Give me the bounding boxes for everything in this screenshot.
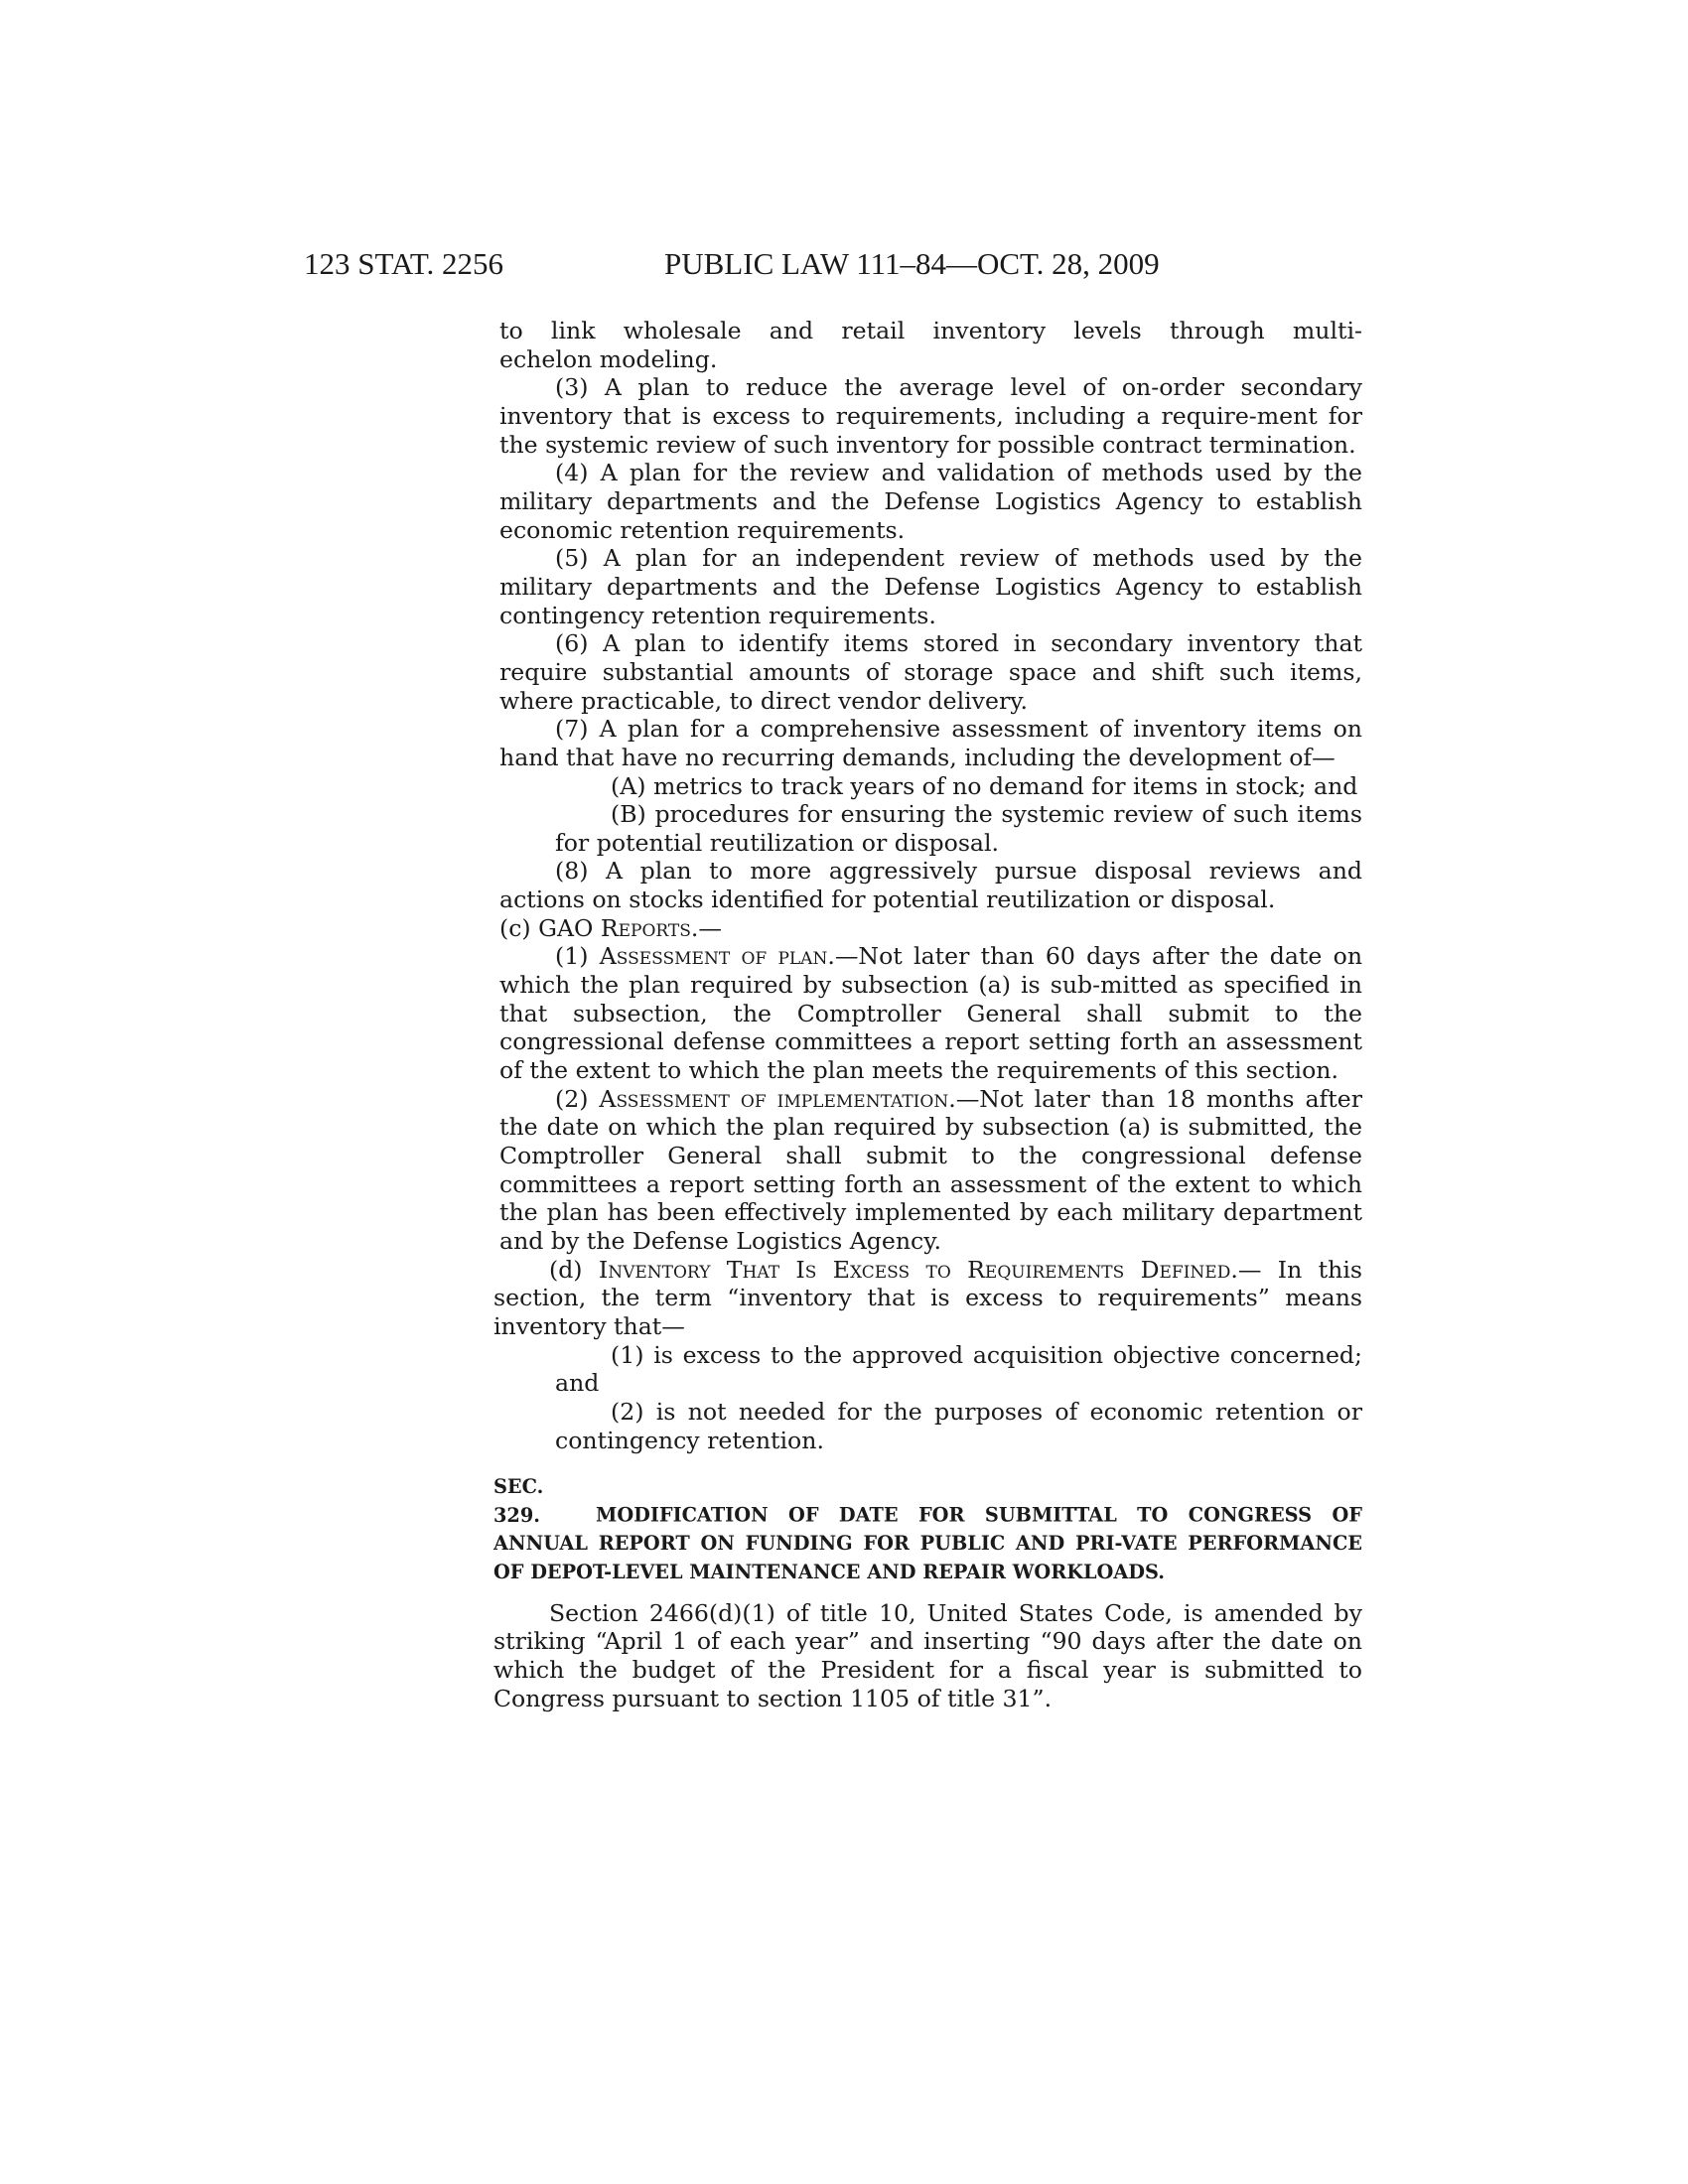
paragraph-continuation-line1: to link wholesale and retail inventory levels through multi- [499, 317, 1362, 344]
paragraph-c2: (2) Assessment of implementation.—Not later than 18 months after the date on which the plan required by subsection (a) is submitted, the Comptroller General shall submit to the congressional defense committees a report setting forth an assessment of the extent to which the plan has been effectively implemented by each military department and by the Defense Logistics Agency. [499, 1084, 1362, 1255]
page-stat-citation: 123 STAT. 2256 [304, 246, 504, 281]
document-body [493, 317, 1363, 1712]
subparagraph-7a: (A) metrics to track years of no demand for items in stock; and [611, 771, 1358, 800]
running-header-title: PUBLIC LAW 111–84—OCT. 28, 2009 [664, 246, 1160, 281]
section-title: MODIFICATION OF DATE FOR SUBMITTAL TO CONGRESS OF ANNUAL REPORT ON FUNDING FOR PUBLIC AND PRI-VATE PERFORMANCE OF DEPOT-LEVEL MAINTENANCE AND REPAIR WORKLOADS. [493, 1503, 1362, 1584]
paragraph-item-4: (4) A plan for the review and validation of methods used by the military departments and the Defense Logistics Agency to establish economic retention requirements. [499, 459, 1362, 544]
paragraph-item-6: (6) A plan to identify items stored in secondary inventory that require substantial amounts of storage space and shift such items, where practicable, to direct vendor delivery. [499, 629, 1362, 715]
paragraph-item-7: (7) A plan for a comprehensive assessment of inventory items on hand that have no recurring demands, including the development of— [499, 715, 1362, 771]
paragraph-d1: (1) is excess to the approved acquisition objective concerned; and [555, 1340, 1362, 1398]
subsection-c-heading: (c) GAO Reports.— [499, 913, 722, 942]
section-heading [493, 1473, 1362, 1586]
paragraph-c1: (1) Assessment of plan.—Not later than 60 days after the date on which the plan required by subsection (a) is sub-mitted as specified in that subsection, the Comptroller General shall submit to the congressional defense committees a report setting forth an assessment of the extent to which the plan meets the requirements of this section. [499, 942, 1363, 1085]
paragraph-item-5: (5) A plan for an independent review of methods used by the military departments and the Defense Logistics Agency to establish contingency retention requirements. [499, 544, 1362, 629]
paragraph-item-8: (8) A plan to more aggressively pursue disposal reviews and actions on stocks identified for potential reutilization or disposal. [499, 857, 1362, 914]
section-number: SEC. 329. [493, 1475, 544, 1527]
paragraph-d2: (2) is not needed for the purposes of economic retention or contingency retention. [555, 1397, 1362, 1454]
paragraph-continuation-line2: echelon modeling. [499, 344, 718, 373]
subparagraph-7b: (B) procedures for ensuring the systemic review of such items for potential reutilization or disposal. [555, 800, 1362, 857]
section-body: Section 2466(d)(1) of title 10, United States Code, is amended by striking “April 1 of each year” and inserting “90 days after the date on which the budget of the President for a fiscal year is submitted to Congress pursuant to section 1105 of title 31”. [493, 1598, 1362, 1712]
paragraph-item-3: (3) A plan to reduce the average level of on-order secondary inventory that is excess to requirements, including a require-ment for the systemic review of such inventory for possible contract termination. [499, 373, 1362, 459]
subsection-d: (d) Inventory That Is Excess to Requirements Defined.— In this section, the term “inventory that is excess to requirements” means inventory that— [493, 1255, 1363, 1340]
